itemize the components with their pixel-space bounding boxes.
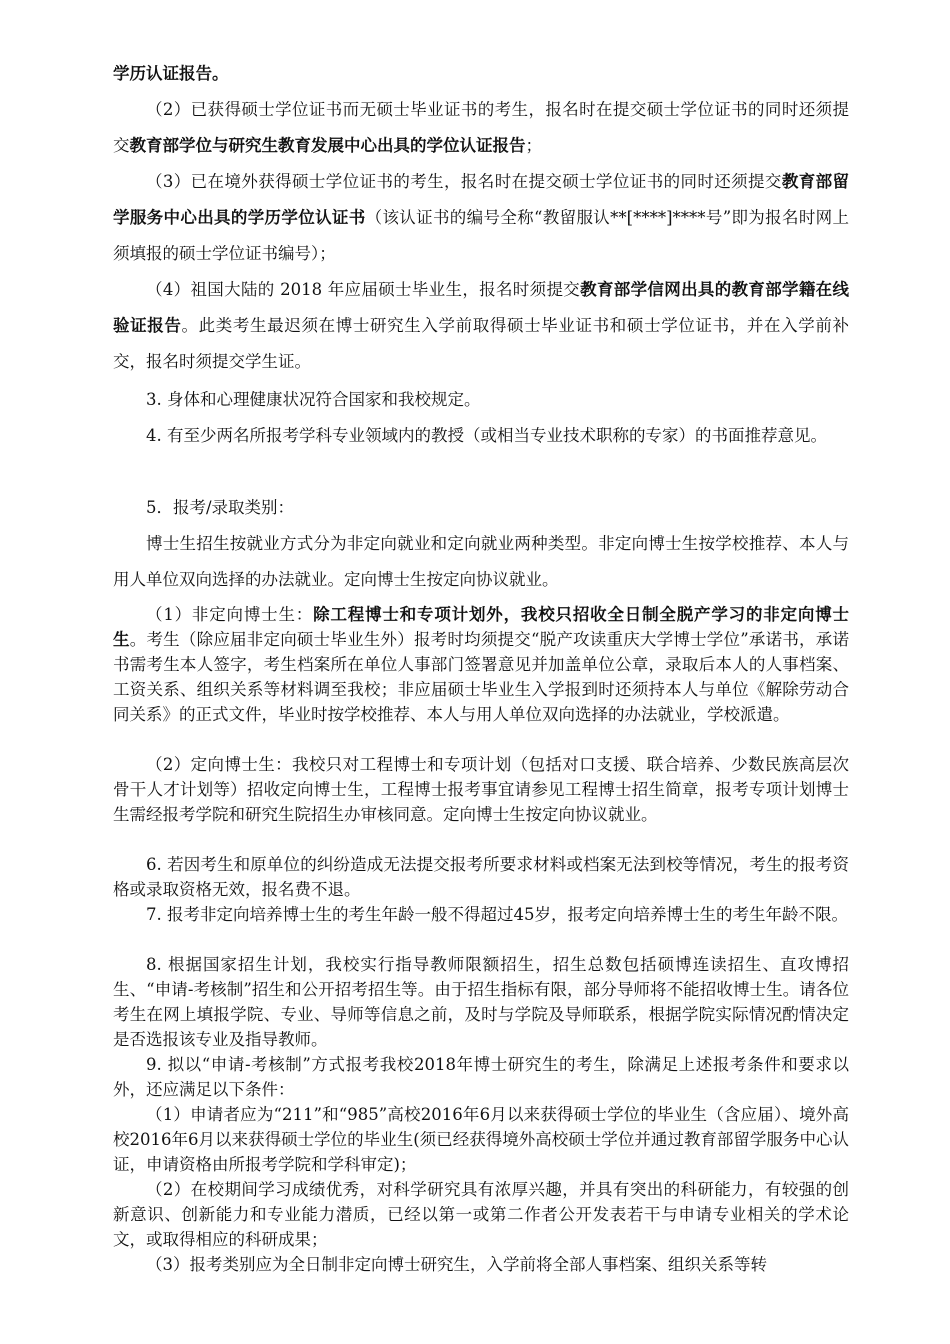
text-segment: 5．报考/录取类别： — [146, 498, 295, 517]
paragraph-16 — [113, 1252, 849, 1277]
paragraph-2 — [113, 164, 849, 272]
text-segment: ； — [525, 136, 542, 155]
paragraph-3 — [113, 272, 849, 380]
paragraph-5 — [113, 418, 849, 454]
paragraph-15 — [113, 1177, 849, 1252]
text-segment: （该认证书的编号全称“教留服认**[****]****号”即为报名时网上须填报的硕士学位证书编号）； — [113, 208, 850, 263]
paragraph-13 — [113, 1052, 849, 1102]
text-segment: 。考生（除应届非定向硕士毕业生外）报考时均须提交“脱产攻读重庆大学博士学位”承诺书，承诺书需考生本人签字，考生档案所在单位人事部门签署意见并加盖单位公章，录取后本人的人事档案、工资关系、组织关系等材料调至我校；非应届硕士毕业生入学报到时还须持本人与单位《解除劳动合同关系》的正式文件，毕业时按学校推荐、本人与用人单位双向选择的办法就业，学校派遣。 — [113, 630, 849, 724]
bold-text: 除工程博士和专项计划外，我校只招收全日制全脱产学习的非定向博士生 — [113, 605, 849, 649]
bold-text: 教育部学位与研究生教育发展中心出具的学位认证报告 — [129, 136, 526, 155]
text-segment: （3）报考类别应为全日制非定向博士研究生，入学前将全部人事档案、组织关系等转 — [146, 1255, 767, 1274]
bold-text: 教育部学信网出具的教育部学籍在线验证报告 — [113, 280, 850, 335]
text-segment: 6. 若因考生和原单位的纠纷造成无法提交报考所要求材料或档案无法到校等情况，考生的报考资格或录取资格无效，报名费不退。 — [113, 855, 849, 899]
text-segment: 3. 身体和心理健康状况符合国家和我校规定。 — [146, 390, 481, 409]
paragraph-10 — [113, 852, 849, 902]
text-segment: （2）在校期间学习成绩优秀，对科学研究具有浓厚兴趣，并具有突出的科研能力，有较强的创新意识、创新能力和专业能力潜质，已经以第一或第二作者公开发表若干与申请专业相关的学术论文，或取得相应的科研成果； — [113, 1180, 849, 1249]
paragraph-6 — [113, 490, 849, 526]
text-segment: 7. 报考非定向培养博士生的考生年龄一般不得超过45岁，报考定向培养博士生的考生年龄不限。 — [146, 905, 848, 924]
text-segment: （1）非定向博士生： — [146, 605, 314, 624]
text-segment: 4. 有至少两名所报考学科专业领域内的教授（或相当专业技术职称的专家）的书面推荐意见。 — [146, 426, 827, 445]
paragraph-11 — [113, 902, 849, 927]
text-segment: （3）已在境外获得硕士学位证书的考生，报名时在提交硕士学位证书的同时还须提交 — [146, 172, 782, 191]
text-segment: （2）已获得硕士学位证书而无硕士毕业证书的考生，报名时在提交硕士学位证书的同时还须提交 — [113, 100, 849, 155]
paragraph-14 — [113, 1102, 849, 1177]
paragraph-1 — [113, 92, 849, 164]
paragraph-0 — [113, 56, 849, 92]
text-segment: 博士生招生按就业方式分为非定向就业和定向就业两种类型。非定向博士生按学校推荐、本人与用人单位双向选择的办法就业。定向博士生按定向协议就业。 — [113, 534, 849, 589]
paragraph-7 — [113, 526, 849, 598]
text-segment: （1）申请者应为“211”和“985”高校2016年6月以来获得硕士学位的毕业生（含应届）、境外高校2016年6月以来获得硕士学位的毕业生(须已经获得境外高校硕士学位并通过教育部留学服务中心认证，申请资格由所报考学院和学科审定)； — [113, 1105, 849, 1174]
text-segment: 8. 根据国家招生计划，我校实行指导教师限额招生，招生总数包括硕博连读招生、直攻博招生、“申请-考核制”招生和公开招考招生等。由于招生指标有限，部分导师将不能招收博士生。请各位考生在网上填报学院、专业、导师等信息之前，及时与学院及导师联系，根据学院实际情况酌情决定是否选报该专业及指导教师。 — [113, 955, 849, 1049]
bold-text: 教育部留学服务中心出具的学历学位认证书 — [113, 172, 849, 227]
text-segment: （2）定向博士生：我校只对工程博士和专项计划（包括对口支援、联合培养、少数民族高层次骨干人才计划等）招收定向博士生，工程博士报考事宜请参见工程博士招生简章，报考专项计划博士生需经报考学院和研究生院招生办审核同意。定向博士生按定向协议就业。 — [113, 755, 849, 824]
bold-text: 学历认证报告。 — [113, 64, 229, 83]
paragraph-12 — [113, 952, 849, 1052]
paragraph-4 — [113, 382, 849, 418]
text-segment: 9. 拟以“申请-考核制”方式报考我校2018年博士研究生的考生，除满足上述报考条件和要求以外，还应满足以下条件： — [113, 1055, 849, 1099]
paragraph-8 — [113, 602, 849, 727]
text-segment: （4）祖国大陆的 2018 年应届硕士毕业生，报名时须提交 — [146, 280, 581, 299]
text-segment: 。此类考生最迟须在博士研究生入学前取得硕士毕业证书和硕士学位证书，并在入学前补交，报名时须提交学生证。 — [113, 316, 850, 371]
paragraph-9 — [113, 752, 849, 827]
